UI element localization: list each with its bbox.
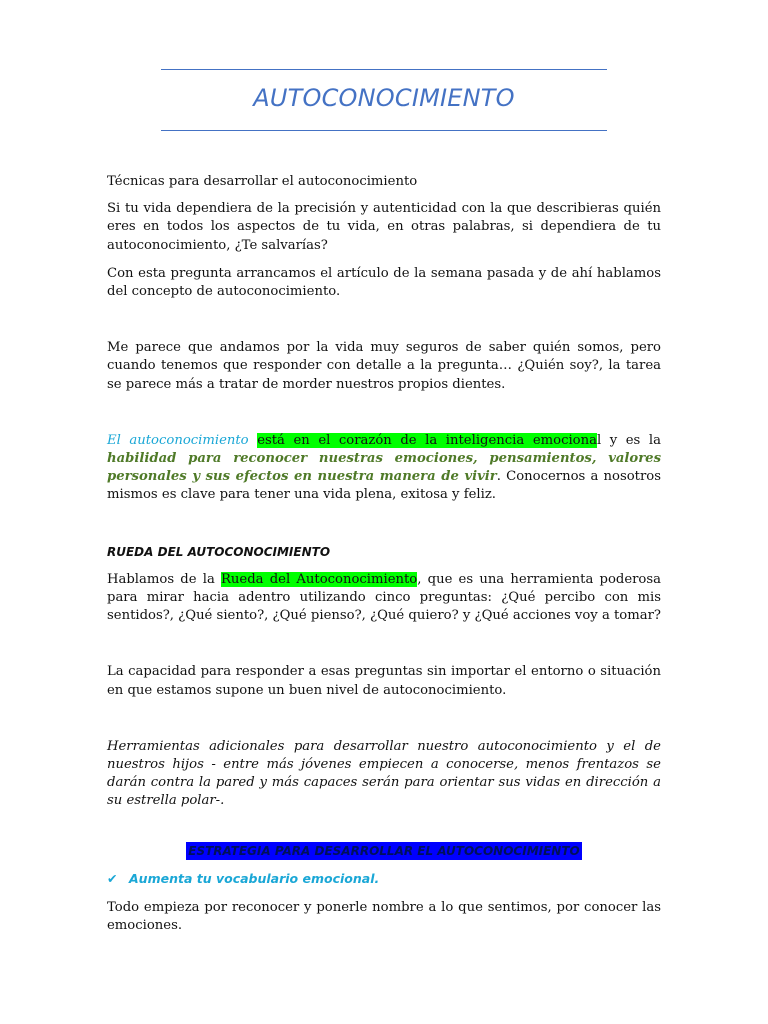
rueda-after: , que es una herramienta poderosa para mirar hacia adentro utilizando cinco preguntas: ¿Qué percibo con mis sentidos?, ¿Qué siento?, ¿Qué pienso?, ¿Qué quiero? y ¿Qué acciones voy a tomar? (107, 571, 661, 624)
paragraph-rueda (107, 571, 661, 626)
rueda-highlight: Rueda del Autoconocimiento (221, 571, 418, 587)
heading-estrategia: ESTRATEGIA PARA DESARROLLAR EL AUTOCONOCIMIENTO (186, 842, 581, 860)
definition-rest: . Conocernos a nosotros mismos es clave para tener una vida plena, exitosa y feliz. (107, 469, 661, 503)
heading-rueda: RUEDA DEL AUTOCONOCIMIENTO (107, 544, 331, 559)
paragraph-question: Si tu vida dependiera de la precisión y autenticidad con la que describieras quién eres en todos los aspectos de tu vida, en otras palabras, si dependiera de tu autoconocimiento, ¿Te salvarías? (107, 201, 661, 253)
paragraph-capacidad: La capacidad para responder a esas preguntas sin importar el entorno o situación en que estamos supone un buen nivel de autoconocimiento. (107, 664, 661, 698)
definition-emphasis: habilidad para reconocer nuestras emociones, pensamientos, valores personales y sus efectos en nuestra manera de vivir (107, 451, 661, 485)
bottom-rule (161, 130, 607, 131)
paragraph-definition (107, 432, 661, 505)
document-title: AUTOCONOCIMIENTO (253, 84, 515, 112)
definition-connector: l y es la (596, 432, 661, 448)
paragraph-article: Con esta pregunta arrancamos el artículo de la semana pasada y de ahí hablamos del concepto de autoconocimiento. (107, 265, 661, 300)
paragraph-emociones: Todo empieza por reconocer y ponerle nombre a lo que sentimos, por conocer las emociones. (107, 900, 661, 934)
checkmark-icon: ✔ (107, 870, 118, 886)
check-item-label: Aumenta tu vocabulario emocional. (129, 870, 380, 886)
definition-lead: El autoconocimiento (107, 432, 249, 448)
heading-estrategia-line (107, 842, 661, 861)
top-rule (161, 69, 607, 70)
definition-highlight: está en el corazón de la inteligencia emociona (257, 432, 597, 448)
document-body (107, 173, 661, 935)
check-list-item (107, 870, 661, 888)
paragraph-herramientas: Herramientas adicionales para desarrollar nuestro autoconocimiento y el de nuestros hijos - entre más jóvenes empiecen a conocerse, menos frentazos se darán contra la pared y más capaces serán para orientar sus vidas en dirección a su estrella polar-. (107, 738, 661, 809)
paragraph-teeth: Me parece que andamos por la vida muy seguros de saber quién somos, pero cuando tenemos que responder con detalle a la pregunta… ¿Quién soy?, la tarea se parece más a tratar de morder nuestros propios dientes. (107, 340, 661, 392)
rueda-before: Hablamos de la (107, 571, 221, 587)
paragraph-intro: Técnicas para desarrollar el autoconocimiento (107, 174, 418, 189)
